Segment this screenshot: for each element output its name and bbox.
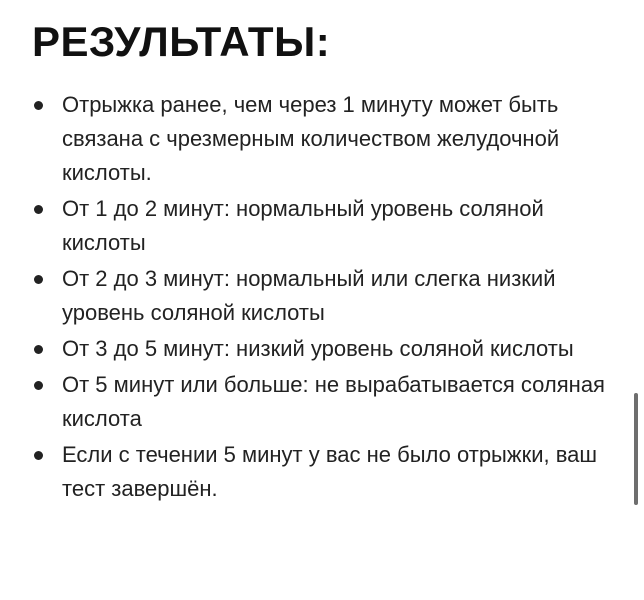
list-item-text: Если с течении 5 минут у вас не было отрыжки, ваш тест завершён. — [62, 442, 598, 501]
bullet-dot-icon — [34, 275, 43, 284]
results-list — [32, 88, 622, 508]
list-item-text: От 5 минут или больше: не вырабатывается соляная кислота — [62, 372, 605, 431]
list-item-text: От 1 до 2 минут: нормальный уровень соляной кислоты — [62, 196, 544, 255]
page-title: РЕЗУЛЬТАТЫ: — [32, 18, 331, 65]
bullet-dot-icon — [34, 381, 43, 390]
list-item-text: От 2 до 3 минут: нормальный или слегка низкий уровень соляной кислоты — [62, 266, 556, 325]
list-item — [32, 88, 622, 190]
list-item-text: От 3 до 5 минут: низкий уровень соляной кислоты — [62, 336, 574, 361]
list-item — [32, 438, 622, 506]
list-item — [32, 192, 622, 260]
list-item — [32, 262, 622, 330]
bullet-dot-icon — [34, 205, 43, 214]
bullet-dot-icon — [34, 451, 43, 460]
list-item — [32, 332, 622, 366]
bullet-dot-icon — [34, 101, 43, 110]
vertical-scrollbar[interactable] — [634, 393, 638, 505]
list-item — [32, 368, 622, 436]
list-item-text: Отрыжка ранее, чем через 1 минуту может быть связана с чрезмерным количеством желудочной кислоты. — [62, 92, 560, 185]
bullet-dot-icon — [34, 345, 43, 354]
